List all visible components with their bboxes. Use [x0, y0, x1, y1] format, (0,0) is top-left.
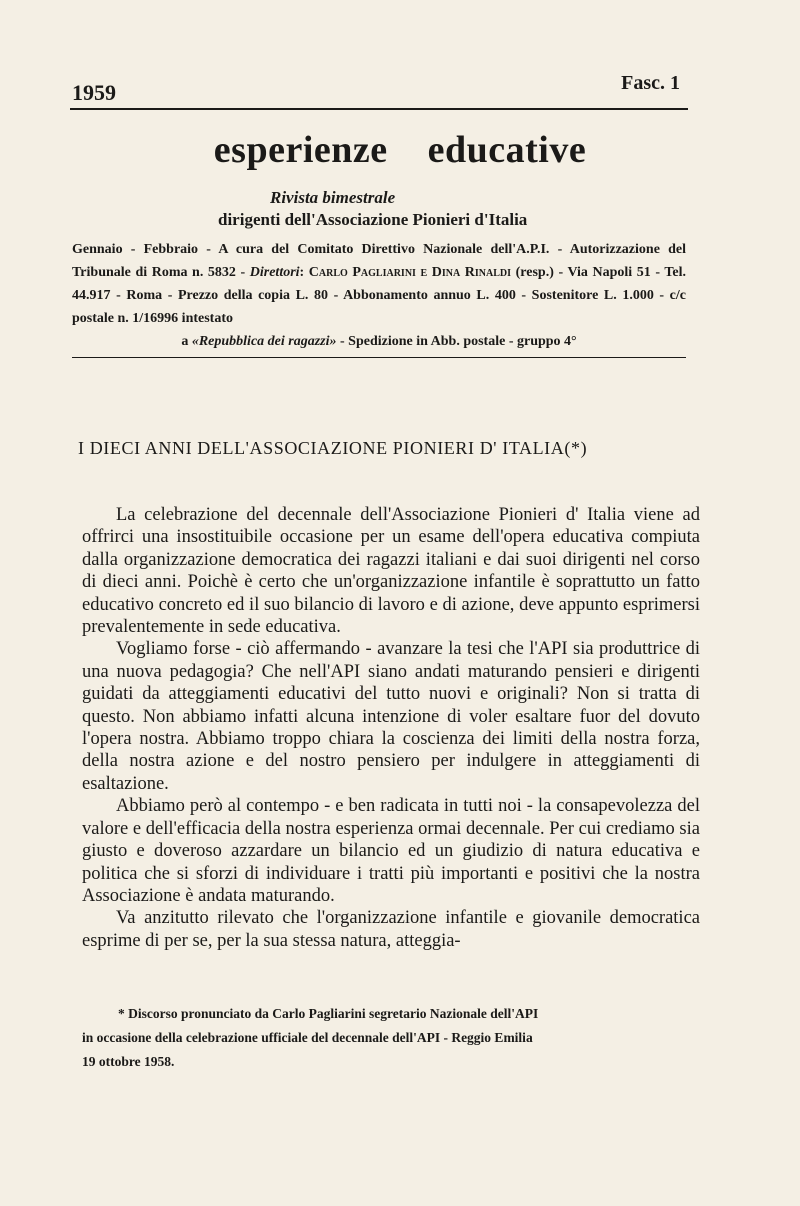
masthead-line1: Gennaio - Febbraio - A cura del Comitato Direttivo Nazionale dell'A.P.I. - Autorizzazione del Tribunale di Roma n. 5832 -: [72, 242, 686, 280]
journal-subtitle-audience: dirigenti dell'Associazione Pionieri d'Italia: [218, 210, 528, 229]
article-paragraph: La celebrazione del decennale dell'Associazione Pionieri d' Italia viene ad offrirci una insostituibile occasione per un esame dell'opera educativa compiuta dalla organizzazione democratica dei ragazzi italiani e dai suoi dirigenti nel corso di dieci anni. Poichè è certo che un'organizzazione infantile è soprattutto un fatto educativo concreto ed il suo bilancio di lavoro e di azione, deve appunto esprimersi prevalentemente in sede educativa.: [82, 505, 700, 638]
issue-fascicle: Fasc. 1: [621, 72, 680, 94]
journal-title: [0, 128, 800, 172]
issue-year: 1959: [72, 80, 116, 105]
footnote-line: in occasione della celebrazione ufficiale del decennale dell'API - Reggio Emilia: [82, 1030, 533, 1045]
masthead-directors-label: Direttori: [249, 265, 300, 280]
masthead-rule: [72, 357, 686, 358]
masthead-info: [72, 238, 686, 353]
masthead-directors: : Carlo Pagliarini e Dina Rinaldi: [299, 265, 512, 280]
masthead-publication-name: «Repubblica dei ragazzi»: [191, 334, 337, 349]
masthead-line3-prefix: a: [181, 334, 192, 349]
article-paragraph: Abbiamo però al contempo - e ben radicata in tutti noi - la consapevolezza del valore e dell'efficacia della nostra esperienza ormai decennale. Per cui crediamo sia giusto e doveroso azzardare un bilancio ed un giudizio di natura educativa e politica che si sforzi di individuare i tratti più importanti e positivi che la nostra Associazione è andata maturando.: [82, 796, 700, 906]
header-rule: [70, 108, 688, 110]
journal-title-word1: esperienze: [213, 129, 388, 171]
footnote-line: 19 ottobre 1958.: [82, 1054, 175, 1069]
journal-title-word2: educative: [427, 129, 587, 171]
footnote-line: * Discorso pronunciato da Carlo Pagliarini segretario Nazionale dell'API: [118, 1006, 539, 1021]
journal-subtitle: Rivista bimestrale: [270, 188, 396, 207]
article-paragraph: Vogliamo forse - ciò affermando - avanzare la tesi che l'API sia produttrice di una nuova pedagogia? Che nell'API siano andati maturando pensieri e dirigenti guidati da atteggiamenti educativi del tutto nuovi e originali? Non si tratta di questo. Non abbiamo infatti alcuna intenzione di voler esaltare fuor del dovuto l'opera nostra. Abbiamo troppo chiara la coscienza dei limiti della nostra forza, della nostra azione e del nostro pensiero per indulgere in atteggiamenti di esaltazione.: [82, 639, 700, 794]
article-paragraph: Va anzitutto rilevato che l'organizzazione infantile e giovanile democratica esprime di per se, per la sua stessa natura, atteggia-: [82, 908, 700, 951]
footnote: [82, 1002, 700, 1074]
masthead-line2: (resp.) - Via Napoli 51 - Tel. 44.917 - Roma - Prezzo della copia L. 80 - Abbonamento annuo L. 400 - Sostenitore L. 1.000 - c/c postale n. 1/16996 intestato: [72, 265, 686, 326]
masthead-line3: [72, 330, 686, 353]
masthead-line3-suffix: - Spedizione in Abb. postale - gruppo 4°: [336, 334, 577, 349]
article-body: [82, 504, 700, 952]
article-title: I DIECI ANNI DELL'ASSOCIAZIONE PIONIERI D' ITALIA(*): [78, 438, 588, 458]
